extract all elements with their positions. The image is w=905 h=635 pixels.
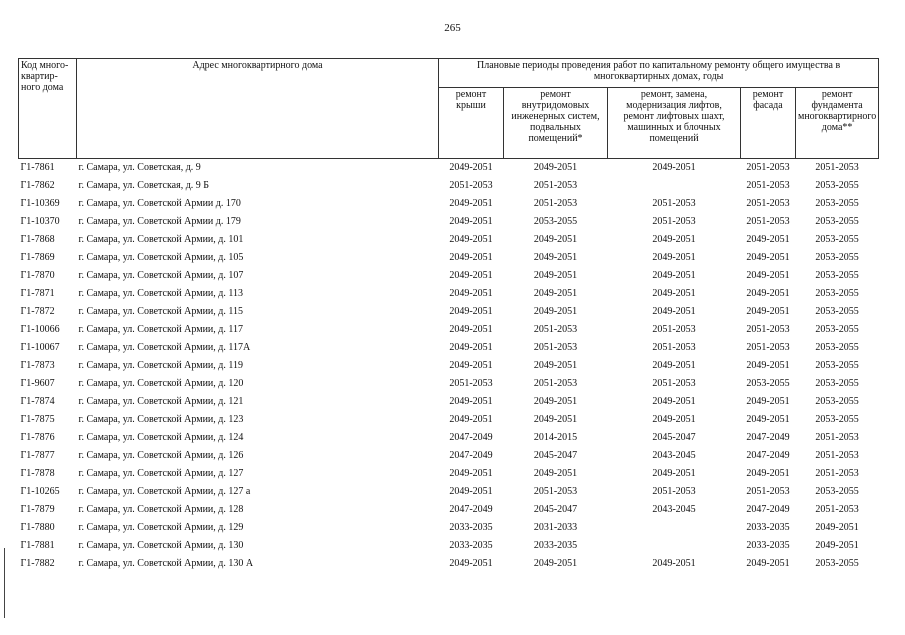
foundation-cell: 2049-2051: [815, 522, 859, 533]
table-row: [19, 195, 879, 213]
code-cell: Г1-10265: [20, 486, 60, 497]
header-code: Код много-квартир-ного дома: [19, 59, 77, 159]
roof-cell: 2047-2049: [449, 432, 493, 443]
lifts-cell: 2049-2051: [652, 414, 696, 425]
roof-cell: 2051-2053: [449, 180, 493, 191]
code-cell: Г1-10066: [20, 324, 60, 335]
foundation-cell: 2051-2053: [815, 468, 859, 479]
facade-cell: 2051-2053: [746, 216, 790, 227]
foundation-cell: 2049-2051: [815, 540, 859, 551]
address-cell: г. Самара, ул. Советской Армии, д. 115: [78, 306, 243, 317]
engineering-cell: 2049-2051: [533, 558, 578, 569]
lifts-cell: 2049-2051: [652, 558, 696, 569]
facade-cell: 2049-2051: [746, 396, 790, 407]
header-foundation: ремонт фундамента многоквартирного дома**: [796, 88, 879, 159]
header-roof: ремонт крыши: [439, 88, 504, 159]
lifts-cell: 2049-2051: [652, 468, 696, 479]
foundation-cell: 2053-2055: [815, 486, 859, 497]
foundation-cell: 2053-2055: [815, 198, 859, 209]
foundation-cell: 2053-2055: [815, 558, 859, 569]
lifts-cell: 2043-2045: [652, 450, 696, 461]
lifts-cell: 2049-2051: [652, 162, 696, 173]
lifts-cell: 2045-2047: [652, 432, 696, 443]
header-engineering: ремонт внутридомовых инженерных систем, подвальных помещений*: [504, 88, 608, 159]
facade-cell: 2047-2049: [746, 504, 790, 515]
table-row: [19, 411, 879, 429]
code-cell: Г1-7870: [20, 270, 55, 281]
lifts-cell: 2051-2053: [652, 198, 696, 209]
engineering-cell: 2051-2053: [533, 486, 578, 497]
address-cell: г. Самара, ул. Советской Армии д. 170: [78, 198, 241, 209]
lifts-cell: 2049-2051: [652, 234, 696, 245]
roof-cell: 2051-2053: [449, 378, 493, 389]
address-cell: г. Самара, ул. Советской Армии, д. 129: [78, 522, 244, 533]
engineering-cell: 2053-2055: [533, 216, 578, 227]
address-cell: г. Самара, ул. Советской Армии, д. 119: [78, 360, 243, 371]
facade-cell: 2051-2053: [746, 198, 790, 209]
engineering-cell: 2051-2053: [533, 378, 578, 389]
engineering-cell: 2049-2051: [533, 360, 578, 371]
code-cell: Г1-7878: [20, 468, 55, 479]
lifts-cell: 2051-2053: [652, 342, 696, 353]
table-row: [19, 519, 879, 537]
table-row: [19, 357, 879, 375]
lifts-cell: 2051-2053: [652, 378, 696, 389]
code-cell: Г1-7874: [20, 396, 55, 407]
lifts-cell: 2049-2051: [652, 288, 696, 299]
header-periods: Плановые периоды проведения работ по капитальному ремонту общего имущества в многоквартирных домах, годы: [439, 59, 879, 88]
page-number: 265: [444, 22, 461, 34]
table-row: [19, 177, 879, 195]
facade-cell: 2049-2051: [746, 288, 790, 299]
lifts-cell: 2049-2051: [652, 270, 696, 281]
table-row: [19, 249, 879, 267]
roof-cell: 2049-2051: [449, 198, 493, 209]
foundation-cell: 2053-2055: [815, 324, 859, 335]
engineering-cell: 2045-2047: [533, 504, 578, 515]
facade-cell: 2051-2053: [746, 162, 790, 173]
foundation-cell: 2053-2055: [815, 396, 859, 407]
engineering-cell: 2033-2035: [533, 540, 578, 551]
foundation-cell: 2051-2053: [815, 504, 859, 515]
roof-cell: 2049-2051: [449, 414, 493, 425]
roof-cell: 2049-2051: [449, 252, 493, 263]
engineering-cell: 2049-2051: [533, 252, 578, 263]
facade-cell: 2051-2053: [746, 486, 790, 497]
facade-cell: 2049-2051: [746, 360, 790, 371]
roof-cell: 2049-2051: [449, 324, 493, 335]
code-cell: Г1-7880: [20, 522, 55, 533]
engineering-cell: 2014-2015: [533, 432, 578, 443]
foundation-cell: 2053-2055: [815, 270, 859, 281]
table-row: [19, 159, 879, 178]
lifts-cell: 2049-2051: [652, 396, 696, 407]
facade-cell: 2051-2053: [746, 324, 790, 335]
code-cell: Г1-7869: [20, 252, 55, 263]
lifts-cell: 2051-2053: [652, 486, 696, 497]
lifts-cell: 2051-2053: [652, 216, 696, 227]
lifts-cell: [608, 519, 741, 537]
facade-cell: 2053-2055: [746, 378, 790, 389]
engineering-cell: 2049-2051: [533, 270, 578, 281]
code-cell: Г1-7873: [20, 360, 55, 371]
roof-cell: 2049-2051: [449, 486, 493, 497]
code-cell: Г1-7872: [20, 306, 55, 317]
roof-cell: 2049-2051: [449, 270, 493, 281]
foundation-cell: 2053-2055: [815, 414, 859, 425]
code-cell: Г1-7875: [20, 414, 55, 425]
address-cell: г. Самара, ул. Советская, д. 9: [78, 162, 201, 173]
table-row: [19, 537, 879, 555]
code-cell: Г1-7868: [20, 234, 55, 245]
facade-cell: 2047-2049: [746, 450, 790, 461]
code-cell: Г1-10370: [20, 216, 60, 227]
foundation-cell: 2053-2055: [815, 360, 859, 371]
table-row: [19, 321, 879, 339]
engineering-cell: 2049-2051: [533, 396, 578, 407]
address-cell: г. Самара, ул. Советской Армии, д. 130: [78, 540, 244, 551]
roof-cell: 2049-2051: [449, 306, 493, 317]
roof-cell: 2033-2035: [449, 522, 493, 533]
table-row: [19, 483, 879, 501]
roof-cell: 2047-2049: [449, 450, 493, 461]
lifts-cell: 2043-2045: [652, 504, 696, 515]
facade-cell: 2033-2035: [746, 522, 790, 533]
address-cell: г. Самара, ул. Советской Армии, д. 113: [78, 288, 243, 299]
code-cell: Г1-7861: [20, 162, 55, 173]
table-row: [19, 555, 879, 573]
facade-cell: 2051-2053: [746, 342, 790, 353]
address-cell: г. Самара, ул. Советской Армии, д. 124: [78, 432, 244, 443]
lifts-cell: 2051-2053: [652, 324, 696, 335]
roof-cell: 2033-2035: [449, 540, 493, 551]
roof-cell: 2049-2051: [449, 216, 493, 227]
engineering-cell: 2051-2053: [533, 342, 578, 353]
engineering-cell: 2049-2051: [533, 288, 578, 299]
table-row: [19, 465, 879, 483]
roof-cell: 2049-2051: [449, 396, 493, 407]
header-address: Адрес многоквартирного дома: [77, 59, 439, 159]
header-lifts: ремонт, замена, модернизация лифтов, ремонт лифтовых шахт, машинных и блочных помещений: [608, 88, 741, 159]
foundation-cell: 2051-2053: [815, 162, 859, 173]
facade-cell: 2033-2035: [746, 540, 790, 551]
facade-cell: 2051-2053: [746, 180, 790, 191]
address-cell: г. Самара, ул. Советской Армии, д. 105: [78, 252, 244, 263]
foundation-cell: 2053-2055: [815, 306, 859, 317]
lifts-cell: [608, 537, 741, 555]
facade-cell: 2049-2051: [746, 252, 790, 263]
roof-cell: 2047-2049: [449, 504, 493, 515]
foundation-cell: 2053-2055: [815, 180, 859, 191]
engineering-cell: 2049-2051: [533, 162, 578, 173]
table-row: [19, 303, 879, 321]
capital-repair-table: [18, 58, 879, 573]
roof-cell: 2049-2051: [449, 468, 493, 479]
address-cell: г. Самара, ул. Советской Армии, д. 128: [78, 504, 244, 515]
code-cell: Г1-9607: [20, 378, 55, 389]
table-row: [19, 339, 879, 357]
engineering-cell: 2049-2051: [533, 414, 578, 425]
address-cell: г. Самара, ул. Советской Армии, д. 101: [78, 234, 244, 245]
lifts-cell: 2049-2051: [652, 360, 696, 371]
facade-cell: 2049-2051: [746, 558, 790, 569]
lifts-cell: 2049-2051: [652, 252, 696, 263]
header-facade: ремонт фасада: [741, 88, 796, 159]
address-cell: г. Самара, ул. Советской Армии, д. 121: [78, 396, 244, 407]
roof-cell: 2049-2051: [449, 288, 493, 299]
table-row: [19, 231, 879, 249]
roof-cell: 2049-2051: [449, 360, 493, 371]
code-cell: Г1-7881: [20, 540, 55, 551]
facade-cell: 2049-2051: [746, 414, 790, 425]
foundation-cell: 2053-2055: [815, 378, 859, 389]
foundation-cell: 2051-2053: [815, 450, 859, 461]
address-cell: г. Самара, ул. Советской Армии, д. 127: [78, 468, 244, 479]
engineering-cell: 2049-2051: [533, 306, 578, 317]
engineering-cell: 2045-2047: [533, 450, 578, 461]
address-cell: г. Самара, ул. Советской Армии, д. 123: [78, 414, 244, 425]
margin-line: [4, 548, 5, 618]
address-cell: г. Самара, ул. Советской Армии, д. 107: [78, 270, 244, 281]
address-cell: г. Самара, ул. Советской Армии, д. 117: [78, 324, 243, 335]
table-row: [19, 393, 879, 411]
engineering-cell: 2031-2033: [533, 522, 578, 533]
code-cell: Г1-7877: [20, 450, 55, 461]
roof-cell: 2049-2051: [449, 162, 493, 173]
table-row: [19, 375, 879, 393]
code-cell: Г1-7876: [20, 432, 55, 443]
engineering-cell: 2049-2051: [533, 234, 578, 245]
foundation-cell: 2053-2055: [815, 252, 859, 263]
engineering-cell: 2049-2051: [533, 468, 578, 479]
code-cell: Г1-7871: [20, 288, 55, 299]
table-row: [19, 429, 879, 447]
lifts-cell: 2049-2051: [652, 306, 696, 317]
table-row: [19, 501, 879, 519]
code-cell: Г1-7879: [20, 504, 55, 515]
foundation-cell: 2053-2055: [815, 234, 859, 245]
code-cell: Г1-10369: [20, 198, 60, 209]
address-cell: г. Самара, ул. Советская, д. 9 Б: [78, 180, 210, 191]
code-cell: Г1-7882: [20, 558, 55, 569]
foundation-cell: 2053-2055: [815, 342, 859, 353]
address-cell: г. Самара, ул. Советской Армии, д. 127 а: [78, 486, 251, 497]
table-row: [19, 267, 879, 285]
table-row: [19, 447, 879, 465]
roof-cell: 2049-2051: [449, 558, 493, 569]
foundation-cell: 2053-2055: [815, 288, 859, 299]
code-cell: Г1-10067: [20, 342, 60, 353]
address-cell: г. Самара, ул. Советской Армии, д. 130 А: [78, 558, 254, 569]
facade-cell: 2049-2051: [746, 234, 790, 245]
roof-cell: 2049-2051: [449, 342, 493, 353]
engineering-cell: 2051-2053: [533, 324, 578, 335]
address-cell: г. Самара, ул. Советской Армии д. 179: [78, 216, 241, 227]
roof-cell: 2049-2051: [449, 234, 493, 245]
address-cell: г. Самара, ул. Советской Армии, д. 117А: [78, 342, 251, 353]
facade-cell: 2049-2051: [746, 306, 790, 317]
engineering-cell: 2051-2053: [533, 180, 578, 191]
facade-cell: 2049-2051: [746, 270, 790, 281]
engineering-cell: 2051-2053: [533, 198, 578, 209]
lifts-cell: [608, 177, 741, 195]
address-cell: г. Самара, ул. Советской Армии, д. 126: [78, 450, 244, 461]
facade-cell: 2047-2049: [746, 432, 790, 443]
table-body: [19, 159, 879, 574]
address-cell: г. Самара, ул. Советской Армии, д. 120: [78, 378, 244, 389]
table-row: [19, 285, 879, 303]
facade-cell: 2049-2051: [746, 468, 790, 479]
foundation-cell: 2051-2053: [815, 432, 859, 443]
table-row: [19, 213, 879, 231]
code-cell: Г1-7862: [20, 180, 55, 191]
foundation-cell: 2053-2055: [815, 216, 859, 227]
